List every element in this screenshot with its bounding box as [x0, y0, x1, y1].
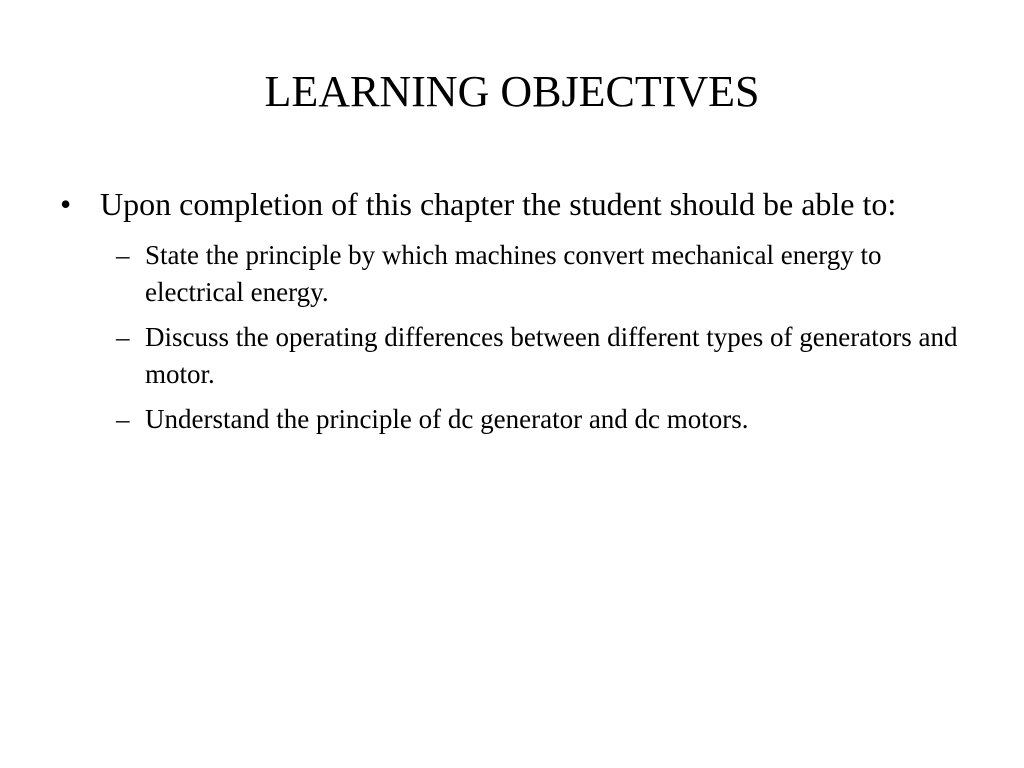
objectives-list — [60, 237, 960, 438]
dash-marker: – — [116, 322, 130, 352]
slide-title: LEARNING OBJECTIVES — [264, 67, 760, 116]
intro-text: Upon completion of this chapter the student should be able to: — [100, 186, 897, 222]
objective-text: State the principle by which machines convert mechanical energy to electrical energy. — [145, 240, 882, 307]
objective-item — [60, 237, 960, 311]
objective-item — [60, 401, 960, 438]
slide-content — [60, 182, 960, 446]
objective-text: Understand the principle of dc generator and dc motors. — [145, 404, 749, 434]
objective-item — [60, 319, 960, 393]
intro-bullet — [60, 182, 960, 227]
dash-marker: – — [116, 404, 130, 434]
bullet-marker: • — [60, 186, 72, 222]
objective-text: Discuss the operating differences between different types of generators and motor. — [145, 322, 958, 389]
dash-marker: – — [116, 240, 130, 270]
